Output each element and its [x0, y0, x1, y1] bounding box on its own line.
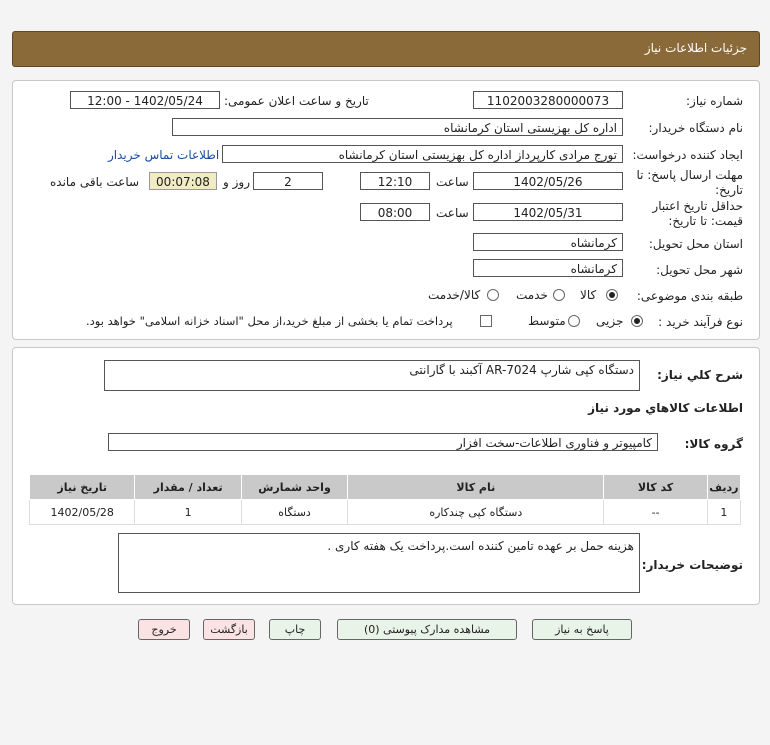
remaining-time-field: 00:07:08: [149, 172, 217, 190]
buyer-org-label: نام دستگاه خریدار:: [648, 121, 743, 135]
reply-button[interactable]: پاسخ به نیاز: [532, 619, 632, 640]
remaining-time-label: ساعت باقی مانده: [50, 175, 140, 189]
col-date: تاریخ نیاز: [30, 475, 135, 500]
validity-time-label: ساعت: [436, 206, 469, 220]
deadline-date-field: 1402/05/26: [473, 172, 623, 190]
col-name: نام کالا: [348, 475, 604, 500]
cell-date: 1402/05/28: [30, 500, 135, 525]
deadline-label: مهلت ارسال پاسخ: تا: [636, 168, 743, 182]
category-service-label: خدمت: [516, 288, 548, 302]
goods-table-header: [30, 475, 741, 500]
col-code: کد کالا: [604, 475, 707, 500]
category-both-radio[interactable]: [487, 289, 499, 301]
treasury-payment-checkbox[interactable]: [480, 315, 492, 327]
process-medium-radio[interactable]: [568, 315, 580, 327]
exit-button[interactable]: خروج: [138, 619, 190, 640]
buyer-contact-link[interactable]: اطلاعات تماس خریدار: [108, 148, 220, 162]
col-unit: واحد شمارش: [241, 475, 347, 500]
buyer-notes-label: توضیحات خریدار:: [641, 558, 743, 572]
buyer-org-field: اداره کل بهزیستی استان کرمانشاه: [172, 118, 623, 136]
days-field: 2: [253, 172, 323, 190]
buyer-notes-field: هزینه حمل بر عهده تامین کننده است.پرداخت یک هفته کاری .: [118, 533, 640, 593]
cell-unit: دستگاه: [241, 500, 347, 525]
category-both-label: کالا/خدمت: [428, 288, 481, 302]
validity-label: حداقل تاریخ اعتبار: [652, 199, 743, 213]
days-label: روز و: [223, 175, 250, 189]
goods-group-label: گروه کالا:: [684, 437, 743, 451]
description-field: دستگاه کپی شارپ AR-7024 آکبند با گارانتی: [104, 360, 640, 391]
deadline-date-label: تاریخ:: [715, 183, 743, 197]
category-label: طبقه بندی موضوعی:: [636, 289, 743, 303]
goods-section-title: اطلاعات کالاهاي مورد نياز: [588, 401, 743, 415]
requester-label: ایجاد کننده درخواست:: [632, 148, 743, 162]
attachments-button[interactable]: مشاهده مدارک پیوستی (0): [337, 619, 517, 640]
process-minor-radio[interactable]: [631, 315, 643, 327]
col-row: ردیف: [707, 475, 740, 500]
category-goods-label: کالا: [580, 288, 597, 302]
back-button[interactable]: بازگشت: [203, 619, 255, 640]
province-label: استان محل تحویل:: [648, 237, 743, 251]
city-label: شهر محل تحویل:: [656, 263, 743, 277]
need-number-field: 1102003280000073: [473, 91, 623, 109]
validity-time-field: 08:00: [360, 203, 430, 221]
province-field: کرمانشاه: [473, 233, 623, 251]
table-row: [30, 500, 741, 525]
process-label: نوع فرآیند خرید :: [658, 315, 743, 329]
description-label: شرح کلي نياز:: [657, 368, 743, 382]
process-medium-label: متوسط: [528, 314, 566, 328]
category-goods-radio[interactable]: [606, 289, 618, 301]
category-service-radio[interactable]: [553, 289, 565, 301]
deadline-time-field: 12:10: [360, 172, 430, 190]
cell-name: دستگاه کپی چندکاره: [348, 500, 604, 525]
cell-code: --: [604, 500, 707, 525]
requester-field: تورج مرادی کارپرداز اداره کل بهزیستی استان کرمانشاه: [222, 145, 623, 163]
validity-date-label: قیمت: تا تاریخ:: [668, 214, 743, 228]
city-field: کرمانشاه: [473, 259, 623, 277]
cell-qty: 1: [135, 500, 241, 525]
col-qty: تعداد / مقدار: [135, 475, 241, 500]
page-title: جزئیات اطلاعات نیاز: [644, 41, 747, 55]
goods-table: [29, 474, 741, 525]
deadline-time-label: ساعت: [436, 175, 469, 189]
process-minor-label: جزیی: [596, 314, 624, 328]
validity-date-field: 1402/05/31: [473, 203, 623, 221]
announce-date-field: 1402/05/24 - 12:00: [70, 91, 220, 109]
treasury-payment-note: پرداخت تمام یا بخشی از مبلغ خرید،از محل "اسناد خزانه اسلامی" خواهد بود.: [86, 314, 453, 328]
announce-date-label: تاریخ و ساعت اعلان عمومی:: [224, 94, 369, 108]
goods-group-field: کامپیوتر و فناوری اطلاعات-سخت افزار: [108, 433, 658, 451]
page-header: [12, 31, 760, 67]
cell-row: 1: [707, 500, 740, 525]
need-number-label: شماره نیاز:: [686, 94, 743, 108]
print-button[interactable]: چاپ: [269, 619, 321, 640]
